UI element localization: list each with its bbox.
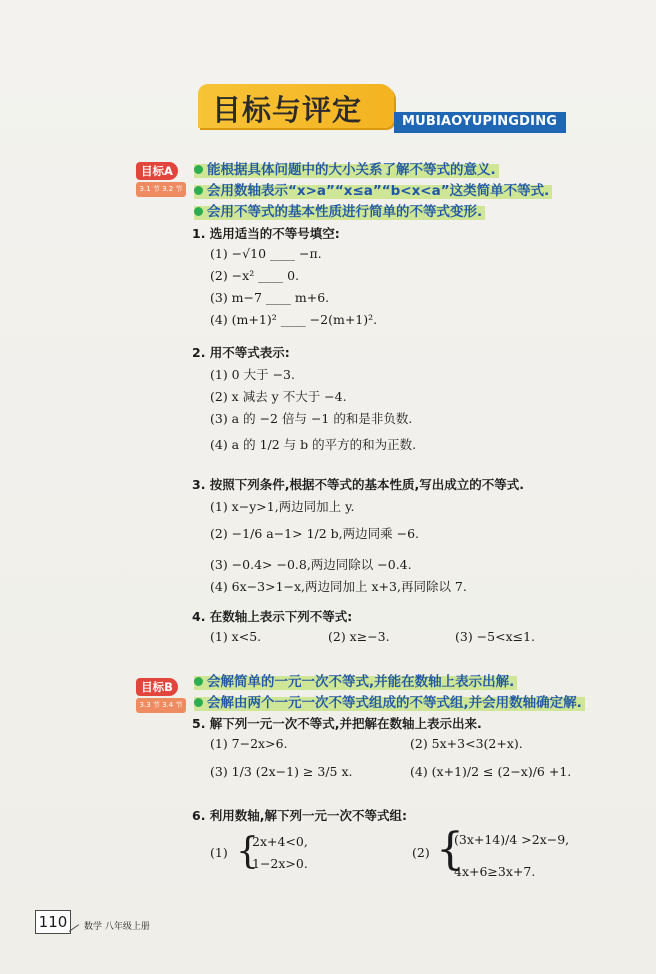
- question-3-item-1: (1) x−y>1,两边同加上 y.: [210, 499, 355, 514]
- goal-a-item-1: [194, 158, 499, 178]
- page-subtitle: MUBIAOYUPINGDING: [402, 114, 558, 129]
- goal-a-text-3: 会用不等式的基本性质进行简单的不等式变形.: [207, 204, 483, 220]
- goal-b-label: 目标B: [136, 678, 178, 696]
- goal-b-item-2: [194, 691, 585, 711]
- question-5-item-1: (1) 7−2x>6.: [210, 736, 288, 751]
- goal-b-text-2: 会解由两个一元一次不等式组成的不等式组,并会用数轴确定解.: [207, 695, 582, 711]
- question-5-item-3: (3) 1/3 (2x−1) ≥ 3/5 x.: [210, 764, 353, 779]
- question-4-item-3: (3) −5<x≤1.: [455, 629, 536, 644]
- question-4-item-2: (2) x≥−3.: [328, 629, 390, 644]
- question-3-item-4: (4) 6x−3>1−x,两边同加上 x+3,再同除以 7.: [210, 579, 467, 594]
- goal-a-text-1: 能根据具体问题中的大小关系了解不等式的意义.: [207, 162, 496, 178]
- goal-b-badge: [136, 678, 190, 716]
- question-6-title: 6. 利用数轴,解下列一元一次不等式组:: [192, 808, 408, 823]
- goal-a-sections: 3.1 节 3.2 节: [136, 182, 186, 197]
- bullet-icon: [194, 186, 203, 195]
- question-4-item-1: (1) x<5.: [210, 629, 262, 644]
- bullet-icon: [194, 677, 203, 686]
- system-1-eq-2: 1−2x>0.: [252, 856, 308, 871]
- goal-a-label: 目标A: [136, 162, 178, 180]
- page-number: 110: [35, 910, 71, 934]
- question-2-item-2: (2) x 减去 y 不大于 −4.: [210, 389, 347, 404]
- system-2-label: (2): [412, 845, 430, 860]
- question-3-title: 3. 按照下列条件,根据不等式的基本性质,写出成立的不等式.: [192, 477, 525, 492]
- question-1-title: 1. 选用适当的不等号填空:: [192, 226, 340, 241]
- system-1-label: (1): [210, 845, 228, 860]
- question-1-item-2: (2) −x² ____ 0.: [210, 268, 300, 283]
- bullet-icon: [194, 698, 203, 707]
- goal-a-text-2: 会用数轴表示“x>a”“x≤a”“b<x<a”这类简单不等式.: [207, 183, 550, 199]
- question-2-item-3: (3) a 的 −2 倍与 −1 的和是非负数.: [210, 411, 413, 426]
- left-brace-icon: {: [236, 831, 259, 872]
- question-1-item-4: (4) (m+1)² ____ −2(m+1)².: [210, 312, 378, 327]
- question-4-title: 4. 在数轴上表示下列不等式:: [192, 609, 353, 624]
- book-title: 数学 八年级上册: [84, 922, 150, 932]
- system-2-eq-2: 4x+6≥3x+7.: [454, 864, 536, 879]
- goal-a-badge: [136, 162, 190, 200]
- left-brace-icon: {: [436, 824, 464, 875]
- question-1-item-3: (3) m−7 ____ m+6.: [210, 290, 330, 305]
- question-2-title: 2. 用不等式表示:: [192, 345, 290, 360]
- question-5-title: 5. 解下列一元一次不等式,并把解在数轴上表示出来.: [192, 716, 482, 731]
- question-1-item-1: (1) −√10 ____ −π.: [210, 246, 322, 261]
- system-1-eq-1: 2x+4<0,: [252, 834, 308, 849]
- goal-b-sections: 3.3 节 3.4 节: [136, 698, 186, 713]
- question-5-item-4: (4) (x+1)/2 ≤ (2−x)/6 +1.: [410, 764, 572, 779]
- goal-a-item-3: [194, 200, 485, 220]
- page-title: 目标与评定: [212, 93, 363, 127]
- question-5-item-2: (2) 5x+3<3(2+x).: [410, 736, 523, 751]
- goal-a-item-2: [194, 179, 552, 199]
- system-2-eq-1: (3x+14)/4 >2x−9,: [454, 832, 570, 847]
- question-3-item-3: (3) −0.4> −0.8,两边同除以 −0.4.: [210, 557, 412, 572]
- goal-b-item-1: [194, 670, 517, 690]
- question-3-item-2: (2) −1/6 a−1> 1/2 b,两边同乘 −6.: [210, 526, 420, 541]
- question-2-item-1: (1) 0 大于 −3.: [210, 367, 295, 382]
- bullet-icon: [194, 165, 203, 174]
- question-2-item-4: (4) a 的 1/2 与 b 的平方的和为正数.: [210, 437, 417, 452]
- bullet-icon: [194, 207, 203, 216]
- goal-b-text-1: 会解简单的一元一次不等式,并能在数轴上表示出解.: [207, 674, 515, 690]
